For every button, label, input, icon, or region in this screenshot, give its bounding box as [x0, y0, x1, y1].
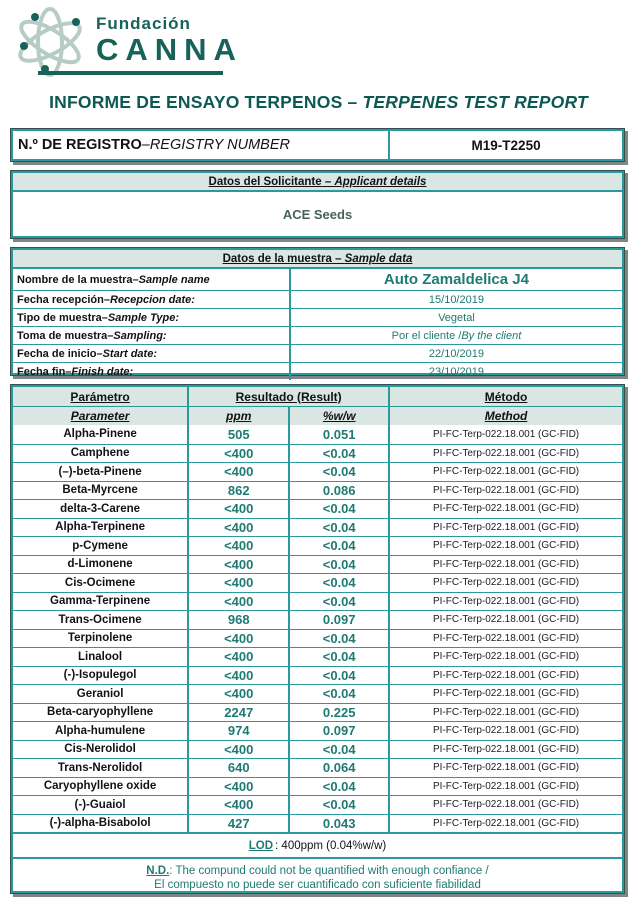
sample-row-label: Fecha fin – Finish date:: [17, 365, 134, 378]
terpene-ppm-value: 505: [187, 425, 288, 444]
terpene-pct-value: <0.04: [288, 741, 388, 759]
sample-row-label: Fecha de inicio – Start date:: [17, 347, 157, 360]
result-row: [13, 629, 622, 648]
sample-row-value: Vegetal: [289, 309, 622, 326]
terpene-pct-value: <0.04: [288, 778, 388, 796]
terpene-pct-value: <0.04: [288, 445, 388, 463]
sample-row-label: Fecha recepción – Recepcion date:: [17, 293, 195, 306]
terpene-method: PI-FC-Terp-022.18.001 (GC-FID): [388, 574, 622, 592]
terpene-name: Terpinolene: [67, 632, 133, 645]
terpene-name: (-)-alpha-Bisabolol: [49, 817, 151, 830]
result-row: [13, 592, 622, 611]
terpene-ppm-value: <400: [187, 519, 288, 537]
sample-data-header: Datos de la muestra – Sample data: [13, 250, 622, 269]
terpene-pct-value: <0.04: [288, 667, 388, 685]
terpene-method: PI-FC-Terp-022.18.001 (GC-FID): [388, 593, 622, 611]
lod-row: LOD : 400ppm (0.04%w/w): [13, 832, 622, 857]
result-row: [13, 462, 622, 481]
col-header-resultado: Resultado (Result): [187, 387, 388, 406]
terpene-ppm-value: 862: [187, 482, 288, 500]
nd-note-line2: El compuesto no puede ser cuantificado con suficiente fiabilidad: [154, 879, 481, 891]
terpene-ppm-value: 427: [187, 815, 288, 833]
result-row: [13, 703, 622, 722]
lod-label: LOD: [248, 839, 274, 852]
terpene-method: PI-FC-Terp-022.18.001 (GC-FID): [388, 463, 622, 481]
nd-note: [13, 857, 622, 897]
terpene-name: Gamma-Terpinene: [50, 595, 151, 608]
results-header-row-2: [13, 406, 622, 425]
terpene-ppm-value: <400: [187, 648, 288, 666]
result-row: [13, 666, 622, 685]
sample-row-value: 22/10/2019: [289, 345, 622, 362]
terpene-method: PI-FC-Terp-022.18.001 (GC-FID): [388, 685, 622, 703]
sample-row: [13, 290, 622, 308]
result-row: [13, 425, 622, 444]
terpene-ppm-value: <400: [187, 630, 288, 648]
terpene-name: Trans-Ocimene: [58, 613, 142, 626]
terpene-name: Cis-Nerolidol: [64, 743, 136, 756]
applicant-name: ACE Seeds: [282, 206, 353, 222]
terpene-name: Camphene: [70, 447, 130, 460]
registry-number: M19-T2250: [388, 131, 622, 159]
terpene-method: PI-FC-Terp-022.18.001 (GC-FID): [388, 445, 622, 463]
report-title-es: INFORME DE ENSAYO TERPENOS: [49, 92, 343, 112]
terpene-ppm-value: 974: [187, 722, 288, 740]
terpene-method: PI-FC-Terp-022.18.001 (GC-FID): [388, 519, 622, 537]
terpene-name: (-)-Guaiol: [74, 798, 126, 811]
terpene-pct-value: 0.086: [288, 482, 388, 500]
sample-row: [13, 326, 622, 344]
results-table: [10, 384, 625, 894]
terpene-name: Beta-Myrcene: [62, 484, 138, 497]
result-row: [13, 518, 622, 537]
sample-data-box: [10, 247, 625, 376]
terpene-ppm-value: 2247: [187, 704, 288, 722]
terpene-pct-value: <0.04: [288, 796, 388, 814]
terpene-method: PI-FC-Terp-022.18.001 (GC-FID): [388, 537, 622, 555]
terpene-method: PI-FC-Terp-022.18.001 (GC-FID): [388, 704, 622, 722]
terpene-pct-value: <0.04: [288, 537, 388, 555]
terpene-method: PI-FC-Terp-022.18.001 (GC-FID): [388, 611, 622, 629]
result-row: [13, 795, 622, 814]
col-header-parametro: Parámetro: [70, 389, 130, 404]
logo: [12, 6, 243, 78]
terpene-ppm-value: 968: [187, 611, 288, 629]
terpene-name: Geraniol: [76, 687, 124, 700]
terpene-pct-value: <0.04: [288, 648, 388, 666]
result-row: [13, 647, 622, 666]
applicant-box: [10, 170, 625, 239]
terpene-name: Beta-caryophyllene: [47, 706, 154, 719]
terpene-method: PI-FC-Terp-022.18.001 (GC-FID): [388, 648, 622, 666]
terpene-name: p-Cymene: [72, 539, 128, 552]
nd-note-line1: N.D.: The compund could not be quantified with enough confiance /: [146, 864, 489, 877]
terpene-method: PI-FC-Terp-022.18.001 (GC-FID): [388, 815, 622, 833]
results-rows: [13, 425, 622, 832]
terpene-ppm-value: <400: [187, 685, 288, 703]
terpene-pct-value: <0.04: [288, 500, 388, 518]
terpene-name: Alpha-humulene: [55, 724, 146, 737]
terpene-method: PI-FC-Terp-022.18.001 (GC-FID): [388, 796, 622, 814]
terpene-pct-value: <0.04: [288, 630, 388, 648]
result-row: [13, 499, 622, 518]
terpene-method: PI-FC-Terp-022.18.001 (GC-FID): [388, 741, 622, 759]
terpene-pct-value: <0.04: [288, 574, 388, 592]
result-row: [13, 721, 622, 740]
result-row: [13, 555, 622, 574]
terpene-method: PI-FC-Terp-022.18.001 (GC-FID): [388, 722, 622, 740]
terpene-pct-value: 0.097: [288, 722, 388, 740]
col-header-ppm: ppm: [187, 407, 288, 425]
sample-row-label: Nombre de la muestra – Sample name: [17, 273, 210, 286]
sample-row: [13, 362, 622, 380]
result-row: [13, 573, 622, 592]
logo-org-name: Fundación: [96, 14, 191, 33]
col-header-method: Method: [388, 407, 622, 425]
sample-row: [13, 344, 622, 362]
terpene-method: PI-FC-Terp-022.18.001 (GC-FID): [388, 482, 622, 500]
terpene-ppm-value: <400: [187, 741, 288, 759]
terpene-method: PI-FC-Terp-022.18.001 (GC-FID): [388, 500, 622, 518]
result-row: [13, 777, 622, 796]
terpene-ppm-value: <400: [187, 667, 288, 685]
terpene-pct-value: 0.051: [288, 425, 388, 444]
sample-row-label: Tipo de muestra – Sample Type:: [17, 311, 180, 324]
result-row: [13, 684, 622, 703]
sample-row: [13, 308, 622, 326]
terpene-name: Alpha-Pinene: [63, 428, 137, 441]
col-header-pct: %w/w: [288, 407, 388, 425]
terpene-ppm-value: <400: [187, 593, 288, 611]
terpene-name: (-)-Isopulegol: [63, 669, 137, 682]
terpene-pct-value: 0.064: [288, 759, 388, 777]
terpene-pct-value: 0.225: [288, 704, 388, 722]
sample-row: [13, 269, 622, 290]
terpene-ppm-value: <400: [187, 574, 288, 592]
result-row: [13, 536, 622, 555]
terpene-name: Trans-Nerolidol: [57, 761, 143, 774]
result-row: [13, 610, 622, 629]
terpene-ppm-value: <400: [187, 778, 288, 796]
terpene-pct-value: 0.043: [288, 815, 388, 833]
sample-row-value: Por el cliente / By the client: [289, 327, 622, 344]
logo-text: [96, 6, 243, 66]
sample-row-label: Toma de muestra – Sampling:: [17, 329, 167, 342]
terpene-pct-value: <0.04: [288, 556, 388, 574]
results-header-row-1: [13, 387, 622, 406]
result-row: [13, 740, 622, 759]
terpene-pct-value: <0.04: [288, 519, 388, 537]
registry-box: [10, 128, 625, 162]
sample-row-value: 15/10/2019: [289, 291, 622, 308]
applicant-header: Datos del Solicitante – Applicant details: [13, 173, 622, 192]
terpene-pct-value: <0.04: [288, 463, 388, 481]
terpene-ppm-value: <400: [187, 556, 288, 574]
terpene-ppm-value: 640: [187, 759, 288, 777]
terpene-method: PI-FC-Terp-022.18.001 (GC-FID): [388, 630, 622, 648]
registry-label: N.º DE REGISTRO – REGISTRY NUMBER: [18, 137, 290, 153]
report-title: INFORME DE ENSAYO TERPENOS – TERPENES TEST REPORT: [49, 92, 588, 112]
atom-icon: [12, 6, 94, 78]
logo-brand-name: CANNA: [96, 32, 243, 67]
terpene-method: PI-FC-Terp-022.18.001 (GC-FID): [388, 667, 622, 685]
result-row: [13, 481, 622, 500]
col-header-metodo: Método: [388, 387, 622, 406]
terpene-name: Linalool: [78, 650, 123, 663]
result-row: [13, 814, 622, 833]
sample-row-value: 23/10/2019: [289, 363, 622, 380]
terpene-pct-value: <0.04: [288, 685, 388, 703]
terpene-name: d-Limonene: [67, 558, 133, 571]
report-title-en: TERPENES TEST REPORT: [362, 92, 588, 112]
terpene-ppm-value: <400: [187, 463, 288, 481]
result-row: [13, 444, 622, 463]
terpene-ppm-value: <400: [187, 445, 288, 463]
terpene-method: PI-FC-Terp-022.18.001 (GC-FID): [388, 778, 622, 796]
terpene-ppm-value: <400: [187, 500, 288, 518]
col-header-parameter: Parameter: [70, 409, 130, 423]
sample-row-value: Auto Zamaldelica J4: [289, 269, 622, 290]
terpene-method: PI-FC-Terp-022.18.001 (GC-FID): [388, 425, 622, 444]
terpene-name: Alpha-Terpinene: [55, 521, 146, 534]
terpene-name: (–)-beta-Pinene: [58, 465, 142, 478]
terpene-name: Cis-Ocimene: [64, 576, 136, 589]
logo-underline: [38, 71, 223, 75]
terpene-ppm-value: <400: [187, 537, 288, 555]
terpene-pct-value: 0.097: [288, 611, 388, 629]
terpene-method: PI-FC-Terp-022.18.001 (GC-FID): [388, 759, 622, 777]
terpene-name: delta-3-Carene: [60, 502, 141, 515]
terpene-name: Caryophyllene oxide: [43, 780, 157, 793]
sample-rows: [13, 269, 622, 380]
terpene-ppm-value: <400: [187, 796, 288, 814]
terpene-pct-value: <0.04: [288, 593, 388, 611]
terpene-method: PI-FC-Terp-022.18.001 (GC-FID): [388, 556, 622, 574]
result-row: [13, 758, 622, 777]
